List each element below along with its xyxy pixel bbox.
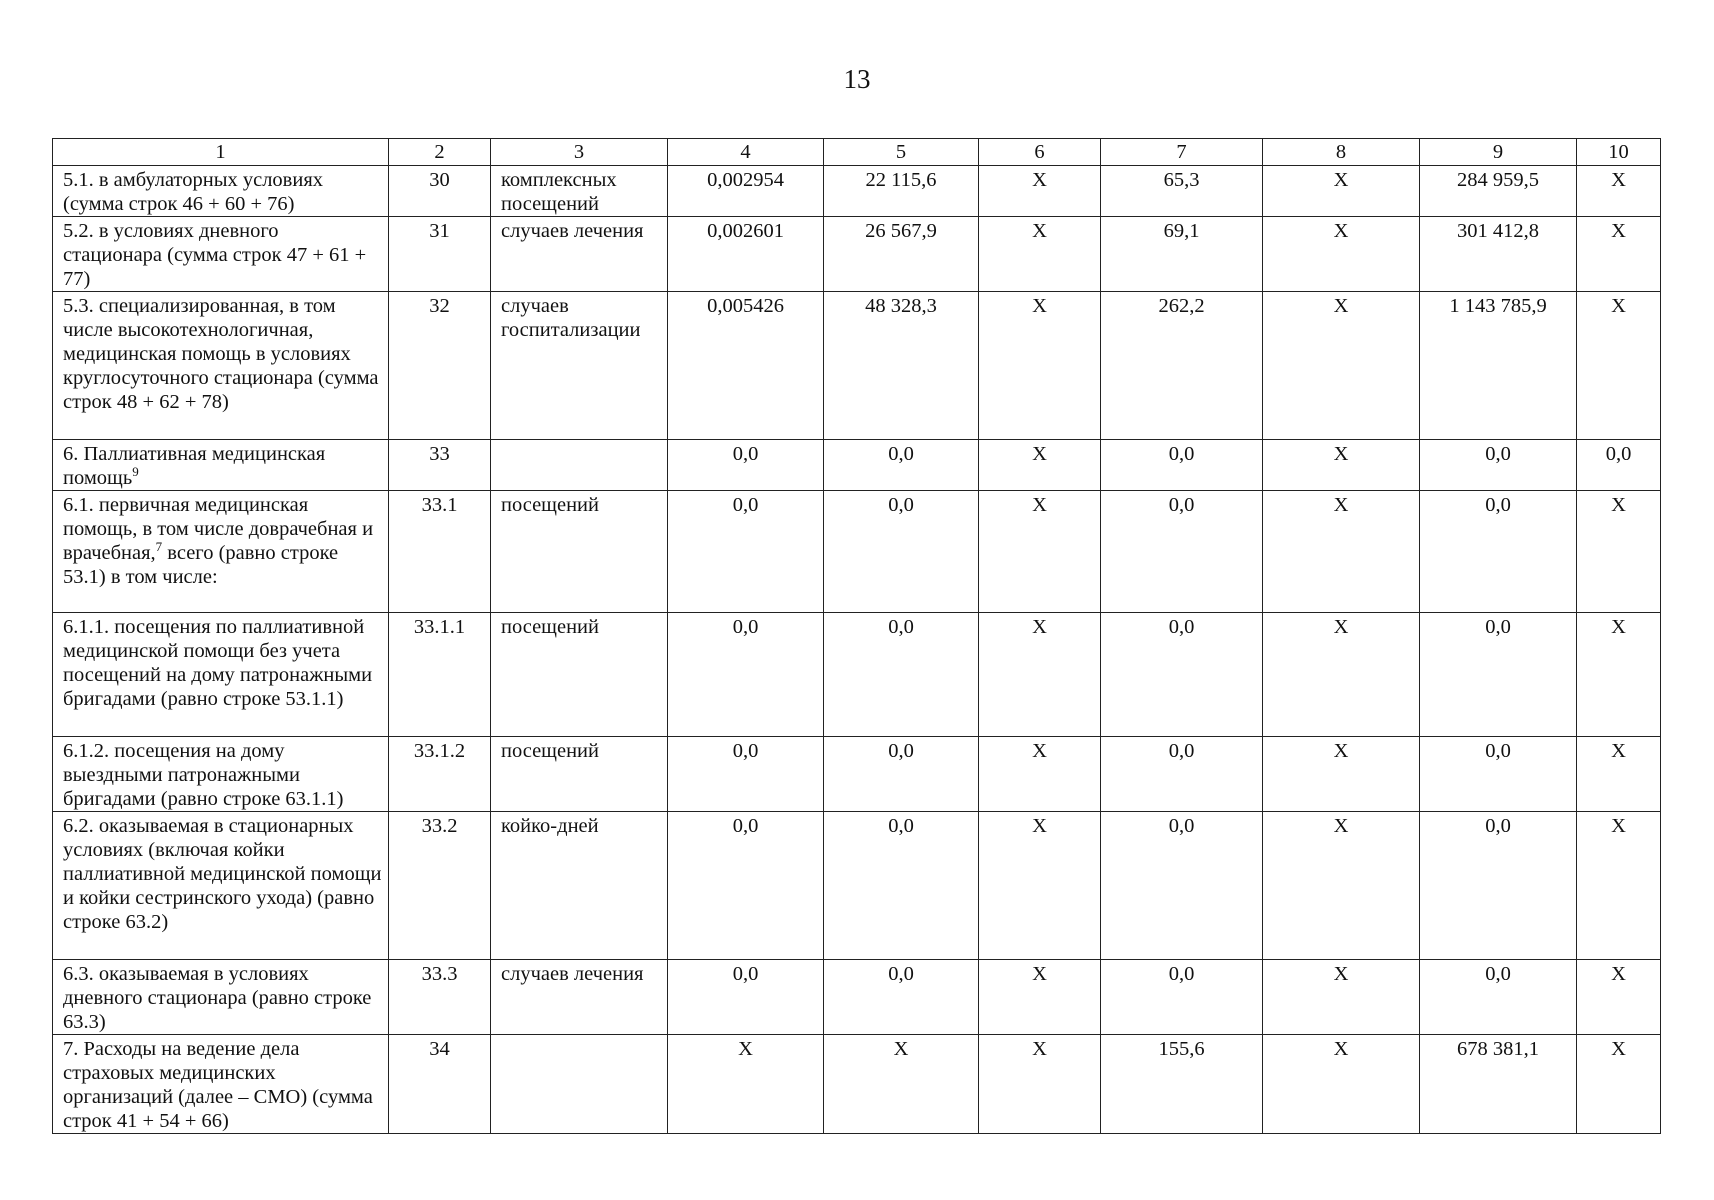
row-line-number: 33.1.2 xyxy=(389,737,491,812)
cell-col-9: 284 959,5 xyxy=(1420,166,1577,217)
table-row xyxy=(53,613,1661,737)
cell-col-8: Х xyxy=(1263,440,1420,491)
cell-col-5: 22 115,6 xyxy=(824,166,979,217)
cell-col-10: Х xyxy=(1577,812,1661,960)
cell-col-7: 0,0 xyxy=(1101,960,1263,1035)
cell-col-10: Х xyxy=(1577,737,1661,812)
header-cell: 1 xyxy=(53,139,389,166)
cell-col-9: 0,0 xyxy=(1420,440,1577,491)
table-row xyxy=(53,812,1661,960)
data-table xyxy=(52,138,1661,1134)
header-row xyxy=(53,139,1661,166)
cell-col-4: Х xyxy=(668,1035,824,1134)
cell-col-6: Х xyxy=(979,166,1101,217)
row-name: 6.2. оказываемая в стационарных условиях (включая койки паллиативной медицинской помощи и койки сестринского ухода) (равно строке 63.2) xyxy=(53,812,389,960)
row-line-number: 33.1.1 xyxy=(389,613,491,737)
cell-col-7: 0,0 xyxy=(1101,491,1263,613)
cell-col-9: 0,0 xyxy=(1420,613,1577,737)
cell-col-8: Х xyxy=(1263,737,1420,812)
cell-col-10: Х xyxy=(1577,292,1661,440)
cell-col-4: 0,005426 xyxy=(668,292,824,440)
row-unit xyxy=(491,1035,668,1134)
table-row xyxy=(53,440,1661,491)
table-row xyxy=(53,217,1661,292)
cell-col-7: 0,0 xyxy=(1101,440,1263,491)
row-line-number: 32 xyxy=(389,292,491,440)
header-cell: 6 xyxy=(979,139,1101,166)
cell-col-6: Х xyxy=(979,217,1101,292)
header-cell: 5 xyxy=(824,139,979,166)
cell-col-6: Х xyxy=(979,440,1101,491)
cell-col-7: 69,1 xyxy=(1101,217,1263,292)
table-row xyxy=(53,1035,1661,1134)
cell-col-8: Х xyxy=(1263,812,1420,960)
cell-col-4: 0,002601 xyxy=(668,217,824,292)
table-row xyxy=(53,737,1661,812)
header-cell: 8 xyxy=(1263,139,1420,166)
cell-col-9: 0,0 xyxy=(1420,737,1577,812)
cell-col-8: Х xyxy=(1263,166,1420,217)
cell-col-7: 0,0 xyxy=(1101,812,1263,960)
cell-col-9: 678 381,1 xyxy=(1420,1035,1577,1134)
row-name-text: 6.1. первичная медицинская помощь, в том числе доврачебная и врачебная, xyxy=(63,494,374,564)
table-row xyxy=(53,292,1661,440)
row-name xyxy=(53,491,389,613)
cell-col-7: 0,0 xyxy=(1101,613,1263,737)
cell-col-4: 0,0 xyxy=(668,812,824,960)
cell-col-5: 0,0 xyxy=(824,440,979,491)
cell-col-5: 26 567,9 xyxy=(824,217,979,292)
row-name: 6.1.1. посещения по паллиативной медицинской помощи без учета посещений на дому патронажными бригадами (равно строке 53.1.1) xyxy=(53,613,389,737)
cell-col-4: 0,0 xyxy=(668,613,824,737)
cell-col-9: 301 412,8 xyxy=(1420,217,1577,292)
row-unit: койко-дней xyxy=(491,812,668,960)
row-name: 5.2. в условиях дневного стационара (сумма строк 47 + 61 + 77) xyxy=(53,217,389,292)
cell-col-10: Х xyxy=(1577,960,1661,1035)
row-line-number: 34 xyxy=(389,1035,491,1134)
row-line-number: 33 xyxy=(389,440,491,491)
header-cell: 4 xyxy=(668,139,824,166)
row-unit: случаев лечения xyxy=(491,960,668,1035)
row-line-number: 33.1 xyxy=(389,491,491,613)
cell-col-6: Х xyxy=(979,292,1101,440)
row-unit: комплексных посещений xyxy=(491,166,668,217)
row-line-number: 31 xyxy=(389,217,491,292)
cell-col-5: 0,0 xyxy=(824,491,979,613)
cell-col-9: 0,0 xyxy=(1420,491,1577,613)
cell-col-9: 1 143 785,9 xyxy=(1420,292,1577,440)
row-unit: случаев лечения xyxy=(491,217,668,292)
row-unit: посещений xyxy=(491,613,668,737)
cell-col-5: 0,0 xyxy=(824,960,979,1035)
cell-col-8: Х xyxy=(1263,1035,1420,1134)
cell-col-6: Х xyxy=(979,613,1101,737)
row-name xyxy=(53,440,389,491)
cell-col-6: Х xyxy=(979,812,1101,960)
row-name: 6.1.2. посещения на дому выездными патронажными бригадами (равно строке 63.1.1) xyxy=(53,737,389,812)
cell-col-7: 262,2 xyxy=(1101,292,1263,440)
cell-col-5: 0,0 xyxy=(824,737,979,812)
cell-col-6: Х xyxy=(979,960,1101,1035)
row-name-text-after: всего (равно строке 53.1) в том числе: xyxy=(63,542,339,588)
cell-col-10: Х xyxy=(1577,1035,1661,1134)
cell-col-4: 0,0 xyxy=(668,440,824,491)
cell-col-7: 0,0 xyxy=(1101,737,1263,812)
cell-col-6: Х xyxy=(979,491,1101,613)
cell-col-5: Х xyxy=(824,1035,979,1134)
cell-col-10: Х xyxy=(1577,613,1661,737)
cell-col-6: Х xyxy=(979,1035,1101,1134)
cell-col-8: Х xyxy=(1263,960,1420,1035)
table-row xyxy=(53,491,1661,613)
cell-col-7: 65,3 xyxy=(1101,166,1263,217)
cell-col-7: 155,6 xyxy=(1101,1035,1263,1134)
row-line-number: 33.3 xyxy=(389,960,491,1035)
cell-col-4: 0,002954 xyxy=(668,166,824,217)
row-unit: посещений xyxy=(491,737,668,812)
cell-col-10: Х xyxy=(1577,166,1661,217)
cell-col-4: 0,0 xyxy=(668,960,824,1035)
cell-col-9: 0,0 xyxy=(1420,812,1577,960)
row-name: 7. Расходы на ведение дела страховых медицинских организаций (далее – СМО) (сумма строк 41 + 54 + 66) xyxy=(53,1035,389,1134)
cell-col-4: 0,0 xyxy=(668,491,824,613)
cell-col-5: 0,0 xyxy=(824,812,979,960)
row-line-number: 33.2 xyxy=(389,812,491,960)
footnote-marker: 9 xyxy=(132,464,139,480)
cell-col-9: 0,0 xyxy=(1420,960,1577,1035)
cell-col-8: Х xyxy=(1263,292,1420,440)
header-cell: 2 xyxy=(389,139,491,166)
cell-col-5: 0,0 xyxy=(824,613,979,737)
row-name: 6.3. оказываемая в условиях дневного стационара (равно строке 63.3) xyxy=(53,960,389,1035)
cell-col-6: Х xyxy=(979,737,1101,812)
cell-col-4: 0,0 xyxy=(668,737,824,812)
row-unit: случаев госпитализации xyxy=(491,292,668,440)
cell-col-8: Х xyxy=(1263,491,1420,613)
cell-col-5: 48 328,3 xyxy=(824,292,979,440)
cell-col-10: 0,0 xyxy=(1577,440,1661,491)
row-name: 5.3. специализированная, в том числе высокотехнологичная, медицинская помощь в условиях круглосуточного стационара (сумма строк 48 + 62 + 78) xyxy=(53,292,389,440)
cell-col-8: Х xyxy=(1263,613,1420,737)
table-row xyxy=(53,960,1661,1035)
cell-col-10: Х xyxy=(1577,217,1661,292)
header-cell: 3 xyxy=(491,139,668,166)
page-number: 13 xyxy=(843,64,871,94)
cell-col-8: Х xyxy=(1263,217,1420,292)
row-name-text: 6. Паллиативная медицинская помощь xyxy=(63,443,326,489)
header-cell: 9 xyxy=(1420,139,1577,166)
row-name: 5.1. в амбулаторных условиях (сумма строк 46 + 60 + 76) xyxy=(53,166,389,217)
header-cell: 7 xyxy=(1101,139,1263,166)
cell-col-10: Х xyxy=(1577,491,1661,613)
header-cell: 10 xyxy=(1577,139,1661,166)
table-row xyxy=(53,166,1661,217)
footnote-marker: 7 xyxy=(155,539,163,555)
row-line-number: 30 xyxy=(389,166,491,217)
row-unit: посещений xyxy=(491,491,668,613)
row-unit xyxy=(491,440,668,491)
